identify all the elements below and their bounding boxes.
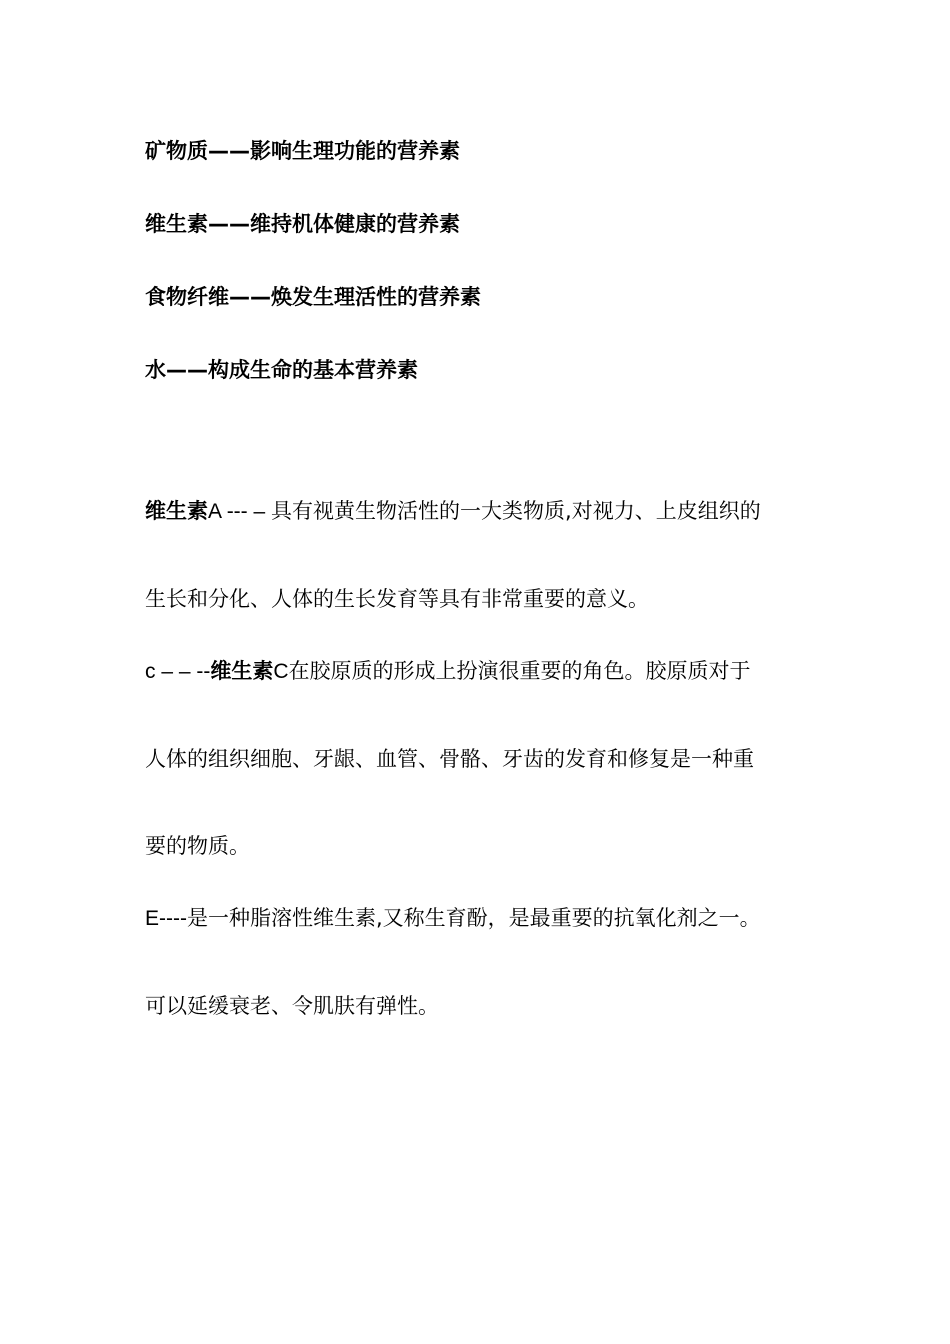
heading-minerals: 矿物质——影响生理功能的营养素 xyxy=(145,139,460,163)
vitamin-a-paragraph-line-1 xyxy=(145,497,761,526)
vitamin-a-letter: A xyxy=(208,500,221,523)
vitamin-e-paragraph-line-1 xyxy=(145,904,761,933)
heading-dietary-fiber: 食物纤维——焕发生理活性的营养素 xyxy=(145,285,481,309)
vitamin-a-text-1: 具有视黄生物活性的一大类物质,对视力、上皮组织的 xyxy=(271,499,761,523)
vitamin-c-paragraph-line-2: 人体的组织细胞、牙龈、血管、骨骼、牙齿的发育和修复是一种重 xyxy=(145,747,754,771)
vitamin-e-dash: ---- xyxy=(159,907,187,930)
vitamin-a-paragraph-line-2: 生长和分化、人体的生长发育等具有非常重要的意义。 xyxy=(145,587,649,611)
vitamin-c-prefix: c – – -- xyxy=(145,660,211,683)
vitamin-e-paragraph-line-2: 可以延缓衰老、令肌肤有弹性。 xyxy=(145,994,439,1018)
heading-vitamins: 维生素——维持机体健康的营养素 xyxy=(145,212,460,236)
vitamin-c-label: 维生素 xyxy=(210,659,274,683)
vitamin-e-text-1: 是一种脂溶性维生素,又称生育酚，是最重要的抗氧化剂之一。 xyxy=(187,906,761,930)
vitamin-c-letter: C xyxy=(273,660,289,683)
vitamin-e-prefix: E xyxy=(145,907,160,930)
vitamin-c-paragraph-line-3: 要的物质。 xyxy=(145,834,250,858)
vitamin-c-paragraph-line-1 xyxy=(145,657,751,686)
vitamin-c-text-1: 在胶原质的形成上扮演很重要的角色。胶原质对于 xyxy=(288,659,751,683)
vitamin-a-dash: --- – xyxy=(220,500,272,523)
vitamin-a-label: 维生素 xyxy=(145,499,208,523)
heading-water: 水——构成生命的基本营养素 xyxy=(145,358,418,382)
